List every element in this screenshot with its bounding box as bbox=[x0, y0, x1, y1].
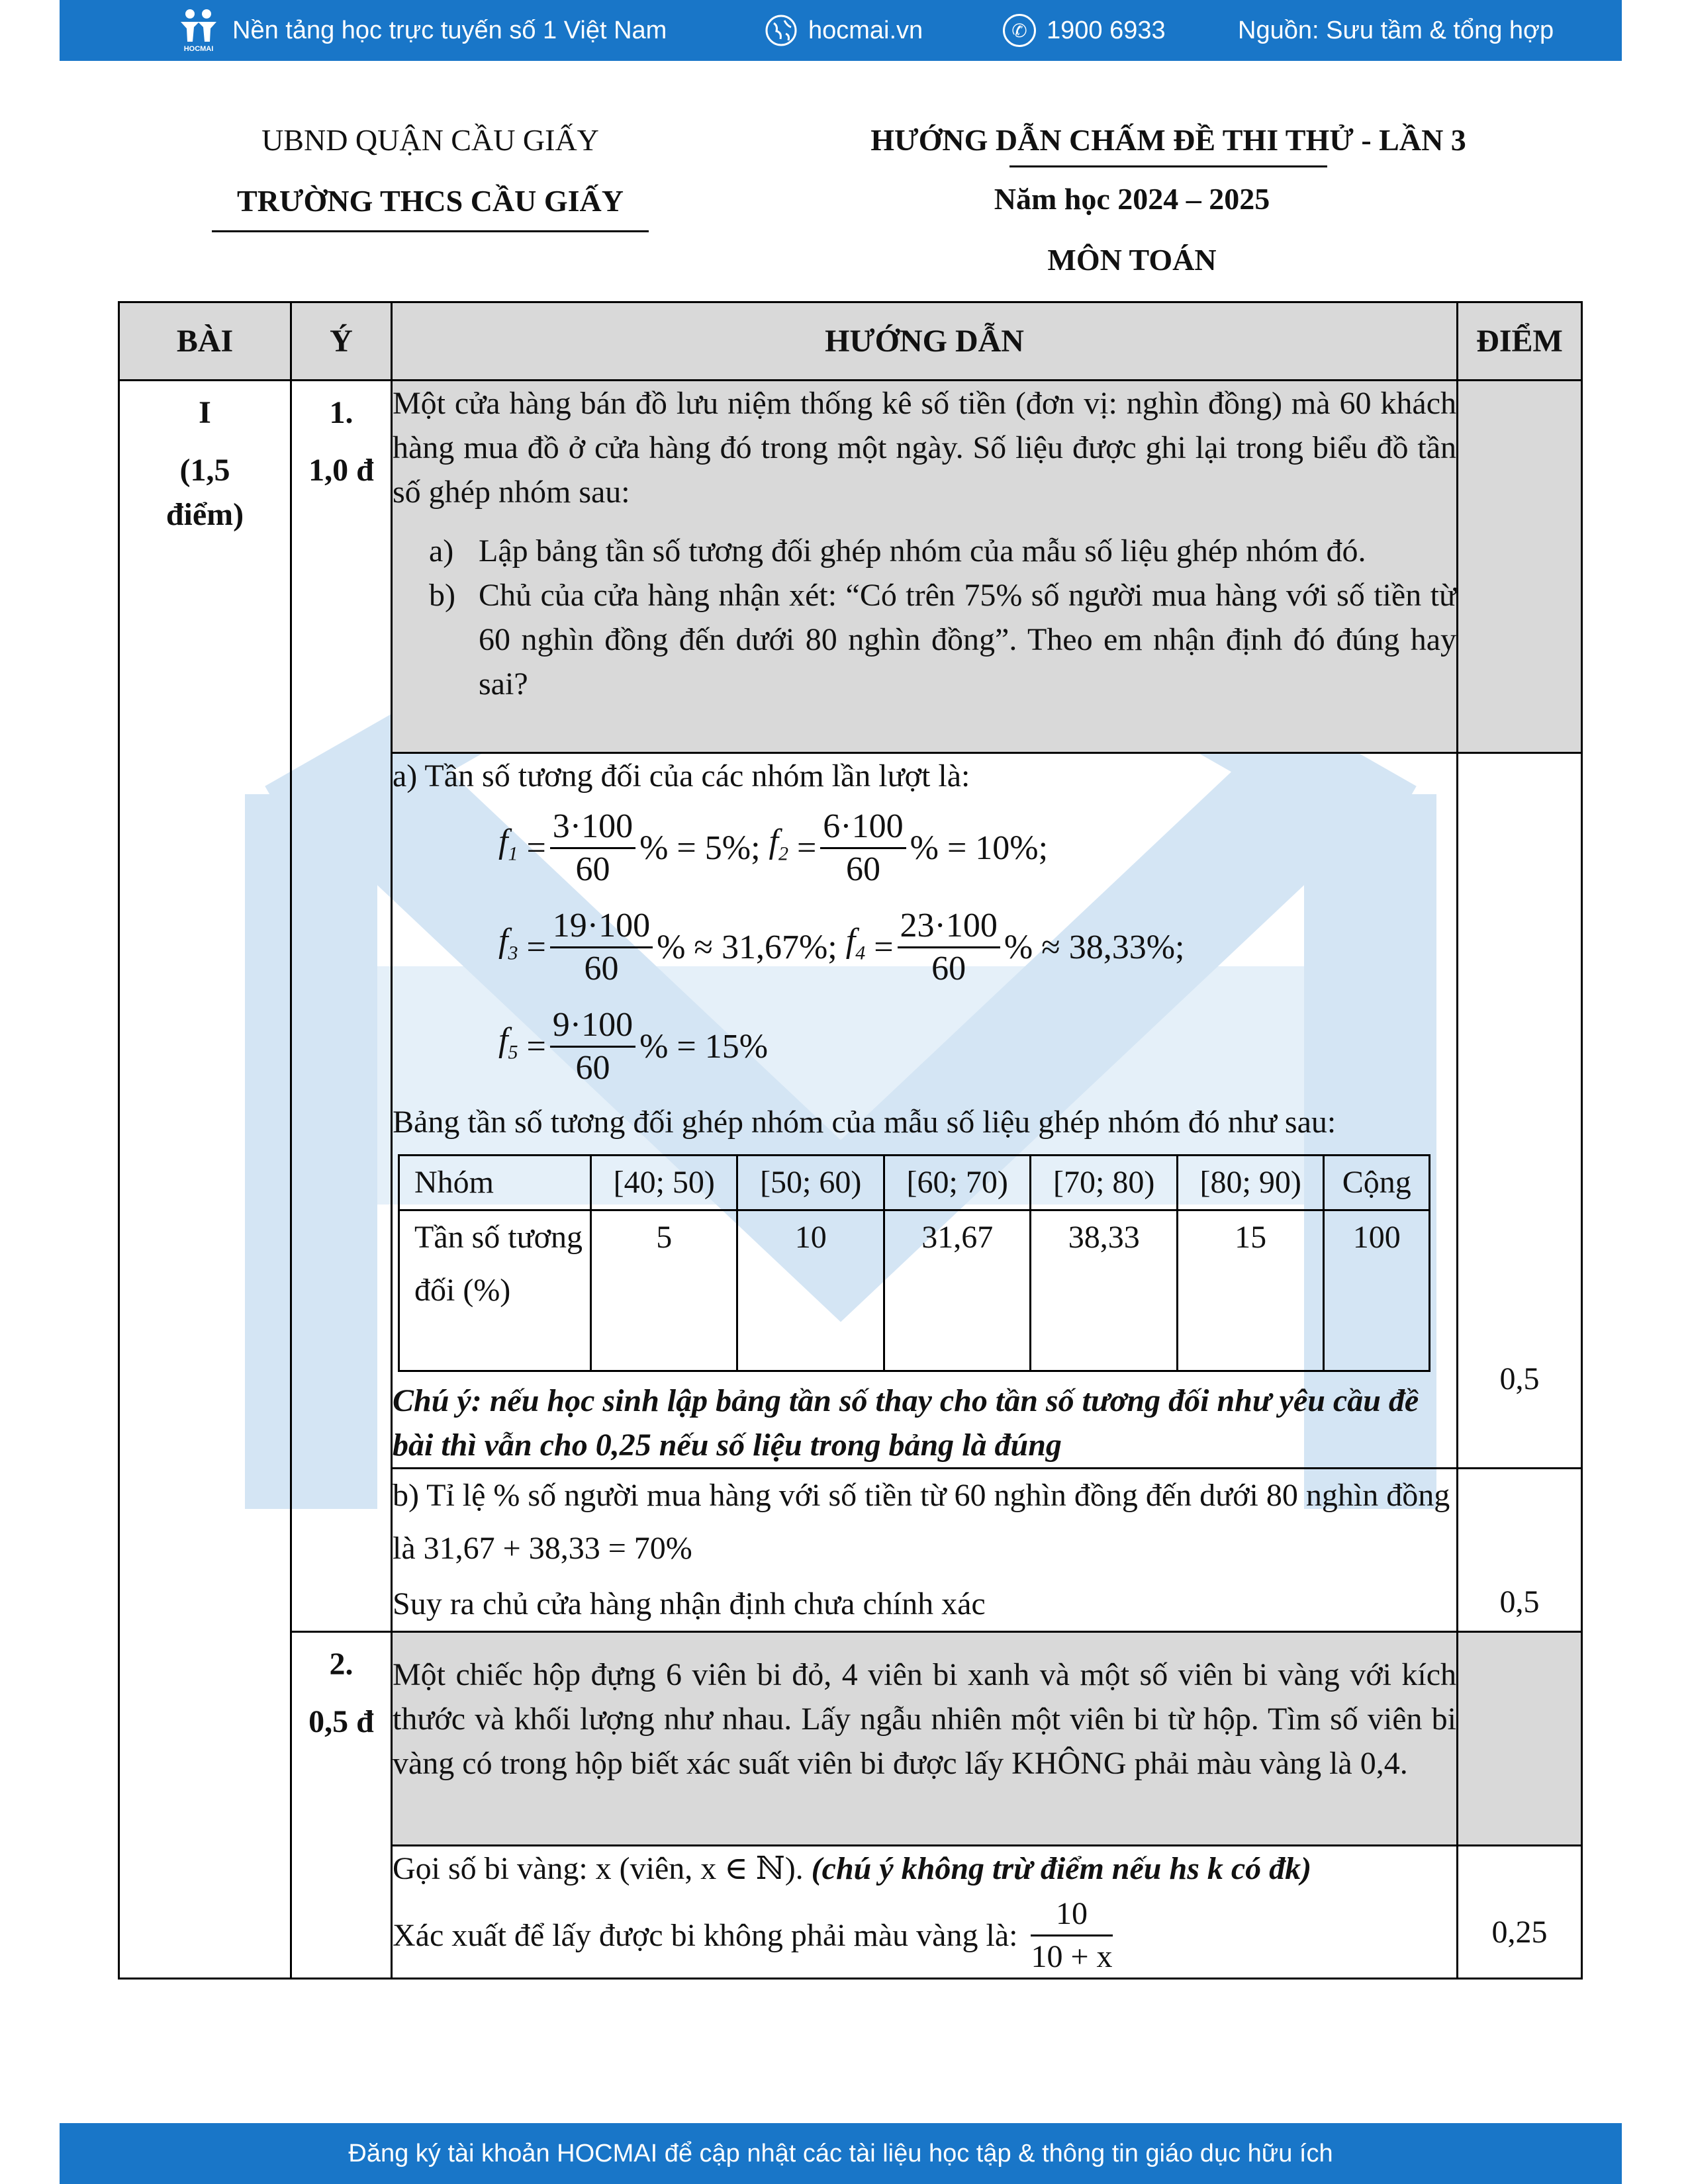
q2-label-cell bbox=[291, 1632, 392, 1979]
formula-line-2: $f_3$ = $\frac{19\cdot 100}{60}$ % ≈ 31,67%; $f_4$ = $\frac{23\cdot 100}{60}$ % ≈ 38,33%; bbox=[498, 897, 1456, 997]
f2-var: $f_2$ bbox=[769, 823, 788, 865]
footer-text[interactable]: Đăng ký tài khoản HOCMAI để cập nhật các tài liệu học tập & thông tin giáo dục hữu ích bbox=[348, 2139, 1333, 2167]
f1-result: % = 5%; bbox=[639, 829, 761, 867]
grading-table bbox=[118, 301, 1583, 1979]
svg-text:HOCMAI: HOCMAI bbox=[183, 45, 214, 53]
grading-note: Chú ý: nếu học sinh lập bảng tần số thay cho tần số tương đối như yêu cầu đề bài thì vẫn cho 0,25 nếu số liệu trong bảng là đúng bbox=[393, 1383, 1419, 1463]
freq-group: [80; 90) bbox=[1177, 1156, 1323, 1210]
f5-var: $f_5$ bbox=[498, 1021, 518, 1064]
header-website-group[interactable] bbox=[765, 0, 923, 61]
sol-a-intro: a) Tần số tương đối của các nhóm lần lượt là: bbox=[393, 758, 970, 794]
f5-result: % = 15% bbox=[639, 1027, 769, 1066]
q2-label: 2. bbox=[329, 1647, 353, 1682]
q1-part-b bbox=[429, 573, 1456, 706]
f4-fraction: $\frac{23\cdot 100}{60}$ bbox=[898, 905, 1000, 989]
q1-part-b-text: Chủ của cửa hàng nhận xét: “Có trên 75% số người mua hàng với số tiền từ 60 nghìn đồng đến dưới 80 nghìn đồng”. Theo em nhận định đó đúng hay sai? bbox=[479, 578, 1456, 702]
bai-1-cell bbox=[119, 381, 291, 1979]
q2-sol-line2 bbox=[393, 1893, 1456, 1978]
f3-result: % ≈ 31,67%; bbox=[657, 928, 837, 966]
q1-problem-score-cell bbox=[1458, 381, 1582, 753]
q2-points: 0,5 đ bbox=[308, 1704, 374, 1739]
freq-value: 100 bbox=[1324, 1210, 1430, 1371]
frequency-table bbox=[398, 1154, 1430, 1372]
header-slogan-group bbox=[175, 0, 667, 61]
bai-1-number: I bbox=[199, 395, 211, 430]
school-name: TRƯỜNG THCS CẦU GIẤY bbox=[236, 184, 624, 218]
sol-b-line2: Suy ra chủ cửa hàng nhận định chưa chính xác bbox=[393, 1586, 986, 1621]
school-underline bbox=[212, 230, 649, 232]
q2-sol-line1-text: Gọi số bi vàng: x (viên, x ∈ ℕ). bbox=[393, 1851, 804, 1886]
doc-title: HƯỚNG DẪN CHẤM ĐỀ THI THỬ - LẦN 3 bbox=[870, 123, 1466, 157]
freq-value: 15 bbox=[1177, 1210, 1323, 1371]
f1-var: $f_1$ bbox=[498, 823, 518, 865]
freq-group: Cộng bbox=[1324, 1156, 1430, 1210]
freq-row-label: Tần số tương đối (%) bbox=[399, 1210, 591, 1371]
q2-score: 0,25 bbox=[1491, 1914, 1548, 1950]
freq-value: 10 bbox=[737, 1210, 884, 1371]
f3-var: $f_3$ bbox=[498, 922, 518, 964]
f3-fraction: $\frac{19\cdot 100}{60}$ bbox=[550, 905, 653, 989]
q2-score-cell bbox=[1458, 1846, 1582, 1979]
q1-part-a bbox=[429, 529, 1456, 573]
q2-problem-cell bbox=[392, 1632, 1458, 1846]
header-phone-group[interactable] bbox=[1003, 0, 1166, 61]
col-header-y: Ý bbox=[291, 302, 392, 381]
q2-problem-score-cell bbox=[1458, 1632, 1582, 1846]
col-header-huong-dan: HƯỚNG DẪN bbox=[392, 302, 1458, 381]
f4-var: $f_4$ bbox=[845, 922, 866, 964]
q2-sol-line2-text: Xác xuất để lấy được bi không phải màu vàng là: bbox=[393, 1918, 1018, 1953]
header-bar bbox=[60, 0, 1622, 61]
q1-points: 1,0 đ bbox=[308, 453, 374, 488]
q1-part-a-marker: a) bbox=[429, 533, 454, 569]
district-name: UBND QUẬN CẦU GIẤY bbox=[261, 123, 599, 157]
q1-score-a: 0,5 bbox=[1499, 1361, 1540, 1396]
q1-solution-a-cell bbox=[392, 753, 1458, 1469]
q1-part-a-text: Lập bảng tần số tương đối ghép nhóm của mẫu số liệu ghép nhóm đó. bbox=[479, 533, 1366, 569]
table-intro: Bảng tần số tương đối ghép nhóm của mẫu số liệu ghép nhóm đó như sau: bbox=[393, 1105, 1336, 1140]
hocmai-logo-icon bbox=[175, 7, 222, 54]
q1-problem-row bbox=[119, 381, 1582, 753]
q1-part-b-marker: b) bbox=[429, 578, 455, 613]
f2-fraction: $\frac{6\cdot 100}{60}$ bbox=[820, 806, 906, 890]
col-header-diem: ĐIỂM bbox=[1458, 302, 1582, 381]
q1-score-b-cell bbox=[1458, 1469, 1582, 1632]
left-header bbox=[212, 119, 649, 232]
freq-table-value-row bbox=[399, 1210, 1430, 1371]
freq-group: [40; 50) bbox=[591, 1156, 737, 1210]
globe-icon bbox=[765, 14, 798, 47]
q1-score-a-cell bbox=[1458, 753, 1582, 1469]
freq-table-header-row bbox=[399, 1156, 1430, 1210]
subject: MÔN TOÁN bbox=[1047, 243, 1217, 277]
header-slogan: Nền tảng học trực tuyến số 1 Việt Nam bbox=[232, 16, 667, 44]
freq-group: [50; 60) bbox=[737, 1156, 884, 1210]
q2-sol-line1 bbox=[393, 1846, 1456, 1891]
title-underline bbox=[1009, 165, 1327, 167]
sol-b-line1: b) Tỉ lệ % số người mua hàng với số tiền từ 60 nghìn đồng đến dưới 80 nghìn đồng là 31,67 + 38,33 = 70% bbox=[393, 1478, 1450, 1566]
bai-1-points: (1,5 điểm) bbox=[165, 453, 244, 532]
q2-problem-row bbox=[119, 1632, 1582, 1846]
right-header bbox=[794, 119, 1542, 281]
freq-value: 38,33 bbox=[1031, 1210, 1177, 1371]
q2-solution-cell bbox=[392, 1846, 1458, 1979]
formula-line-3: $f_5$ = $\frac{9\cdot 100}{60}$ % = 15% bbox=[498, 997, 1456, 1096]
q1-parts-list bbox=[429, 529, 1456, 706]
q1-solution-b-cell bbox=[392, 1469, 1458, 1632]
f2-result: % = 10%; bbox=[910, 829, 1049, 867]
col-header-bai: BÀI bbox=[119, 302, 291, 381]
phone-icon: ✆ bbox=[1003, 14, 1036, 47]
q2-sol-line1-note: (chú ý không trừ điểm nếu hs k có đk) bbox=[811, 1851, 1312, 1886]
freq-value: 31,67 bbox=[884, 1210, 1030, 1371]
footer-bar[interactable] bbox=[60, 2123, 1622, 2184]
freq-group: [70; 80) bbox=[1031, 1156, 1177, 1210]
freq-value: 5 bbox=[591, 1210, 737, 1371]
school-year: Năm học 2024 – 2025 bbox=[994, 182, 1270, 216]
f1-fraction: $\frac{3\cdot 100}{60}$ bbox=[550, 806, 635, 890]
freq-group: [60; 70) bbox=[884, 1156, 1030, 1210]
q1-score-b: 0,5 bbox=[1499, 1584, 1540, 1619]
q1-problem-text: Một cửa hàng bán đồ lưu niệm thống kê số tiền (đơn vị: nghìn đồng) mà 60 khách hàng mua đồ ở cửa hàng đó trong một ngày. Số liệu được ghi lại trong biểu đồ tần số ghép nhóm sau: bbox=[393, 386, 1456, 510]
q2-prob-fraction: $\frac{10}{10 + x}$ bbox=[1031, 1893, 1112, 1978]
f5-fraction: $\frac{9\cdot 100}{60}$ bbox=[550, 1005, 635, 1089]
freq-header-label: Nhóm bbox=[399, 1156, 591, 1210]
header-source-group bbox=[1238, 0, 1554, 61]
f4-result: % ≈ 38,33%; bbox=[1004, 928, 1185, 966]
table-header-row bbox=[119, 302, 1582, 381]
q1-label: 1. bbox=[329, 395, 353, 430]
q1-label-cell bbox=[291, 381, 392, 1632]
q2-problem-text: Một chiếc hộp đựng 6 viên bi đỏ, 4 viên bi xanh và một số viên bi vàng với kích thước và khối lượng như nhau. Lấy ngẫu nhiên một viên bi từ hộp. Tìm số viên bi vàng có trong hộp biết xác suất viên bi được lấy KHÔNG phải màu vàng là 0,4. bbox=[393, 1657, 1456, 1781]
header-source: Nguồn: Sưu tầm & tổng hợp bbox=[1238, 16, 1554, 44]
header-phone[interactable]: 1900 6933 bbox=[1047, 16, 1166, 44]
q1-problem-cell bbox=[392, 381, 1458, 753]
formula-line-1: $f_1$ = $\frac{3\cdot 100}{60}$ % = 5%; $f_2$ = $\frac{6\cdot 100}{60}$ % = 10%; bbox=[498, 798, 1456, 897]
header-website[interactable]: hocmai.vn bbox=[808, 16, 923, 44]
